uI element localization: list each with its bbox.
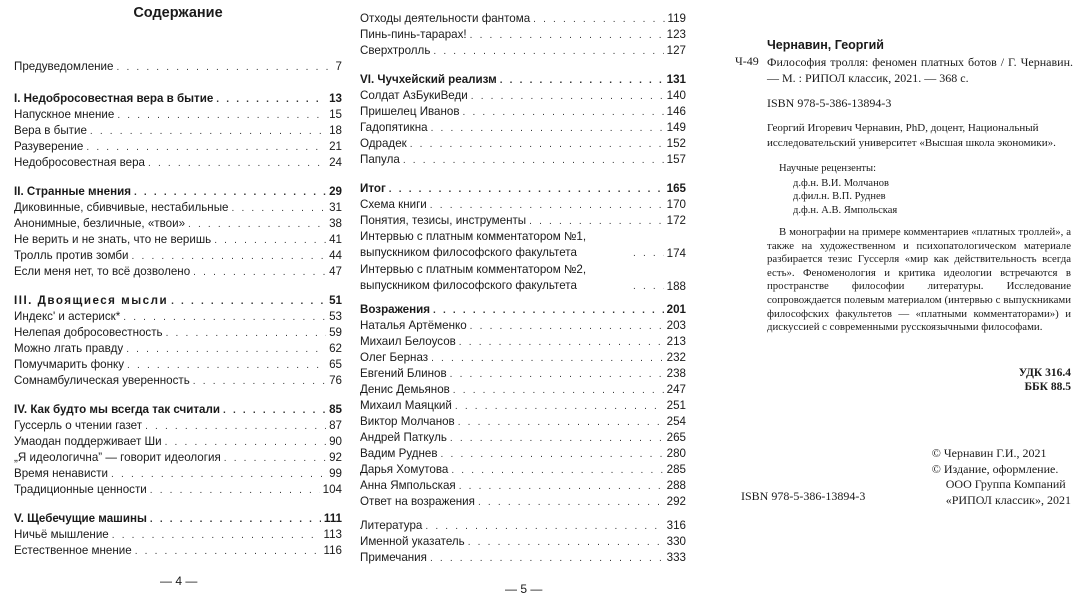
- author-mark-code: Ч-49: [735, 54, 759, 68]
- toc-entry: Разуверение . . . 21: [14, 139, 342, 155]
- copyright-edition: © Издание, оформление.: [931, 461, 1059, 476]
- toc-entry: Вера в бытие . . . 18: [14, 123, 342, 139]
- toc-chapter-heading: I. Недобросовестная вера в бытие . . . 13: [14, 91, 342, 107]
- toc-entry: Нелепая добросовестность . . . 59: [14, 325, 342, 341]
- toc-entry: Предуведомление . . . 7: [14, 59, 342, 75]
- toc-chapter-heading: Возражения . . . 201: [360, 302, 686, 318]
- toc-entry: Дарья Хомутова . . . 285: [360, 462, 686, 478]
- toc-chapter-heading: VI. Чучхейский реализм . . . 131: [360, 72, 686, 88]
- reviewer: д.ф.н. А.В. Ямпольская: [793, 204, 898, 216]
- toc-chapter-heading: V. Щебечущие машины . . . 111: [14, 511, 342, 527]
- toc-chapter-heading: IV. Как будто мы всегда так считали . . . 85: [14, 402, 342, 418]
- page-number-left: — 4 —: [160, 574, 198, 588]
- publisher-line: «РИПОЛ классик», 2021: [945, 492, 1071, 507]
- toc-entry: Напускное мнение . . . 15: [14, 107, 342, 123]
- toc-chapter-heading: Итог . . . 165: [360, 181, 686, 197]
- toc-entry: Олег Берназ . . . 232: [360, 350, 686, 366]
- toc-entry: Ничьё мышление . . . 113: [14, 527, 342, 543]
- reviewers-list: [793, 177, 897, 217]
- imprint-page: [735, 0, 1073, 606]
- toc-chapter-heading: III. Двоящиеся мысли . . . 51: [14, 293, 342, 309]
- toc-entry: Сомнамбулическая уверенность . . . 76: [14, 373, 342, 389]
- toc-entry: Пинь-пинь-тарарах! . . . 123: [360, 27, 686, 43]
- toc-entry: Естественное мнение . . . 116: [14, 543, 342, 559]
- reviewer: д.ф.н. В.И. Молчанов: [793, 178, 889, 189]
- toc-entry: Литература . . . 316: [360, 518, 686, 534]
- toc-chapter-heading: II. Странные мнения . . . 29: [14, 184, 342, 200]
- page-number-middle: — 5 —: [505, 582, 543, 596]
- toc-entry: Отходы деятельности фантома . . . 119: [360, 11, 686, 27]
- isbn-top: ISBN 978-5-386-13894-3: [767, 96, 892, 110]
- toc-entry: Михаил Маяцкий . . . 251: [360, 398, 686, 414]
- bibliographic-description: Философия тролля: феномен платных ботов / Г. Чернавин. — М. : РИПОЛ классик, 2021. — 368 с.: [767, 55, 1073, 85]
- toc-entry: Наталья Артёменко . . . 203: [360, 318, 686, 334]
- toc-entry: Ответ на возражения . . . 292: [360, 494, 686, 510]
- toc-entry: Папула . . . 157: [360, 152, 686, 168]
- toc-entry: Понятия, тезисы, инструменты . . . 172: [360, 213, 686, 229]
- toc-entry: Андрей Паткуль . . . 265: [360, 430, 686, 446]
- toc-entry: Денис Демьянов . . . 247: [360, 382, 686, 398]
- bbk-code: ББК 88.5: [1024, 381, 1071, 393]
- author-info: Георгий Игоревич Чернавин, PhD, доцент, Национальный исследовательский университет «Высшая школа экономики».: [767, 122, 1056, 149]
- toc-entry: Индекс' и астериск* . . . 53: [14, 309, 342, 325]
- toc-entry: Вадим Руднев . . . 280: [360, 446, 686, 462]
- toc-entry: Помучмарить фонку . . . 65: [14, 357, 342, 373]
- contents-title: Содержание: [133, 5, 223, 21]
- reviewer: д.фил.н. В.П. Руднев: [793, 191, 886, 203]
- toc-entry: Одрадек . . . 152: [360, 136, 686, 152]
- toc-entry: Интервью с платным комментатором №2, выпускником философского факультета . . . 188: [360, 262, 686, 295]
- toc-entry: Михаил Белоусов . . . 213: [360, 334, 686, 350]
- isbn-bottom: ISBN 978-5-386-13894-3: [741, 489, 866, 503]
- toc-entry: Солдат АзБукиВеди . . . 140: [360, 88, 686, 104]
- toc-entry: Именной указатель . . . 330: [360, 534, 686, 550]
- reviewers-title: Научные рецензенты:: [779, 163, 876, 174]
- toc-entry: Сверхтролль . . . 127: [360, 43, 686, 59]
- imprint-author: Чернавин, Георгий: [767, 38, 884, 52]
- toc-entry: Традиционные ценности . . . 104: [14, 482, 342, 498]
- toc-entry: Можно лгать правду . . . 62: [14, 341, 342, 357]
- copyright-block: [932, 446, 1071, 508]
- toc-entry: Не верить и не знать, что не веришь . . . 41: [14, 232, 342, 248]
- toc-entry: Тролль против зомби . . . 44: [14, 248, 342, 264]
- toc-entry: Интервью с платным комментатором №1, выпускником философского факультета . . . 174: [360, 229, 686, 262]
- classification-codes: [1019, 366, 1071, 394]
- toc-entry: Если меня нет, то всё дозволено . . . 47: [14, 264, 342, 280]
- toc-entry: „Я идеологична” — говорит идеология . . . 92: [14, 450, 342, 466]
- toc-entry: Пришелец Иванов . . . 146: [360, 104, 686, 120]
- copyright-author: © Чернавин Г.И., 2021: [931, 446, 1047, 460]
- toc-entry: Недобросовестная вера . . . 24: [14, 155, 342, 171]
- toc-entry: Анонимные, безличные, «твои» . . . 38: [14, 216, 342, 232]
- toc-entry: Диковинные, сбивчивые, нестабильные . . . 31: [14, 200, 342, 216]
- publisher-line: ООО Группа Компаний: [945, 477, 1066, 492]
- abstract: В монографии на примере комментариев «платных троллей», а также на художественном и психопатологическом материале разбирается тезис Гуссерля «мир как действительность всегда есть». Феноменология и критика идеологии встречаются в пространстве философии литературы. Исследование сопровождается полевым материалом (интервью с выпускниками философских факультетов — «платными комментаторами») и дискуссией с современными русскоязычными философами.: [767, 226, 1071, 334]
- udk-code: УДК 316.4: [1018, 367, 1071, 379]
- toc-entry: Евгений Блинов . . . 238: [360, 366, 686, 382]
- toc-entry: Время ненависти . . . 99: [14, 466, 342, 482]
- toc-entry: Примечания . . . 333: [360, 550, 686, 566]
- toc-entry: Виктор Молчанов . . . 254: [360, 414, 686, 430]
- toc-entry: Гадопятикна . . . 149: [360, 120, 686, 136]
- toc-entry: Гуссерль о чтении газет . . . 87: [14, 418, 342, 434]
- toc-entry: Анна Ямпольская . . . 288: [360, 478, 686, 494]
- toc-entry: Схема книги . . . 170: [360, 197, 686, 213]
- toc-entry: Умаодан поддерживает Ши . . . 90: [14, 434, 342, 450]
